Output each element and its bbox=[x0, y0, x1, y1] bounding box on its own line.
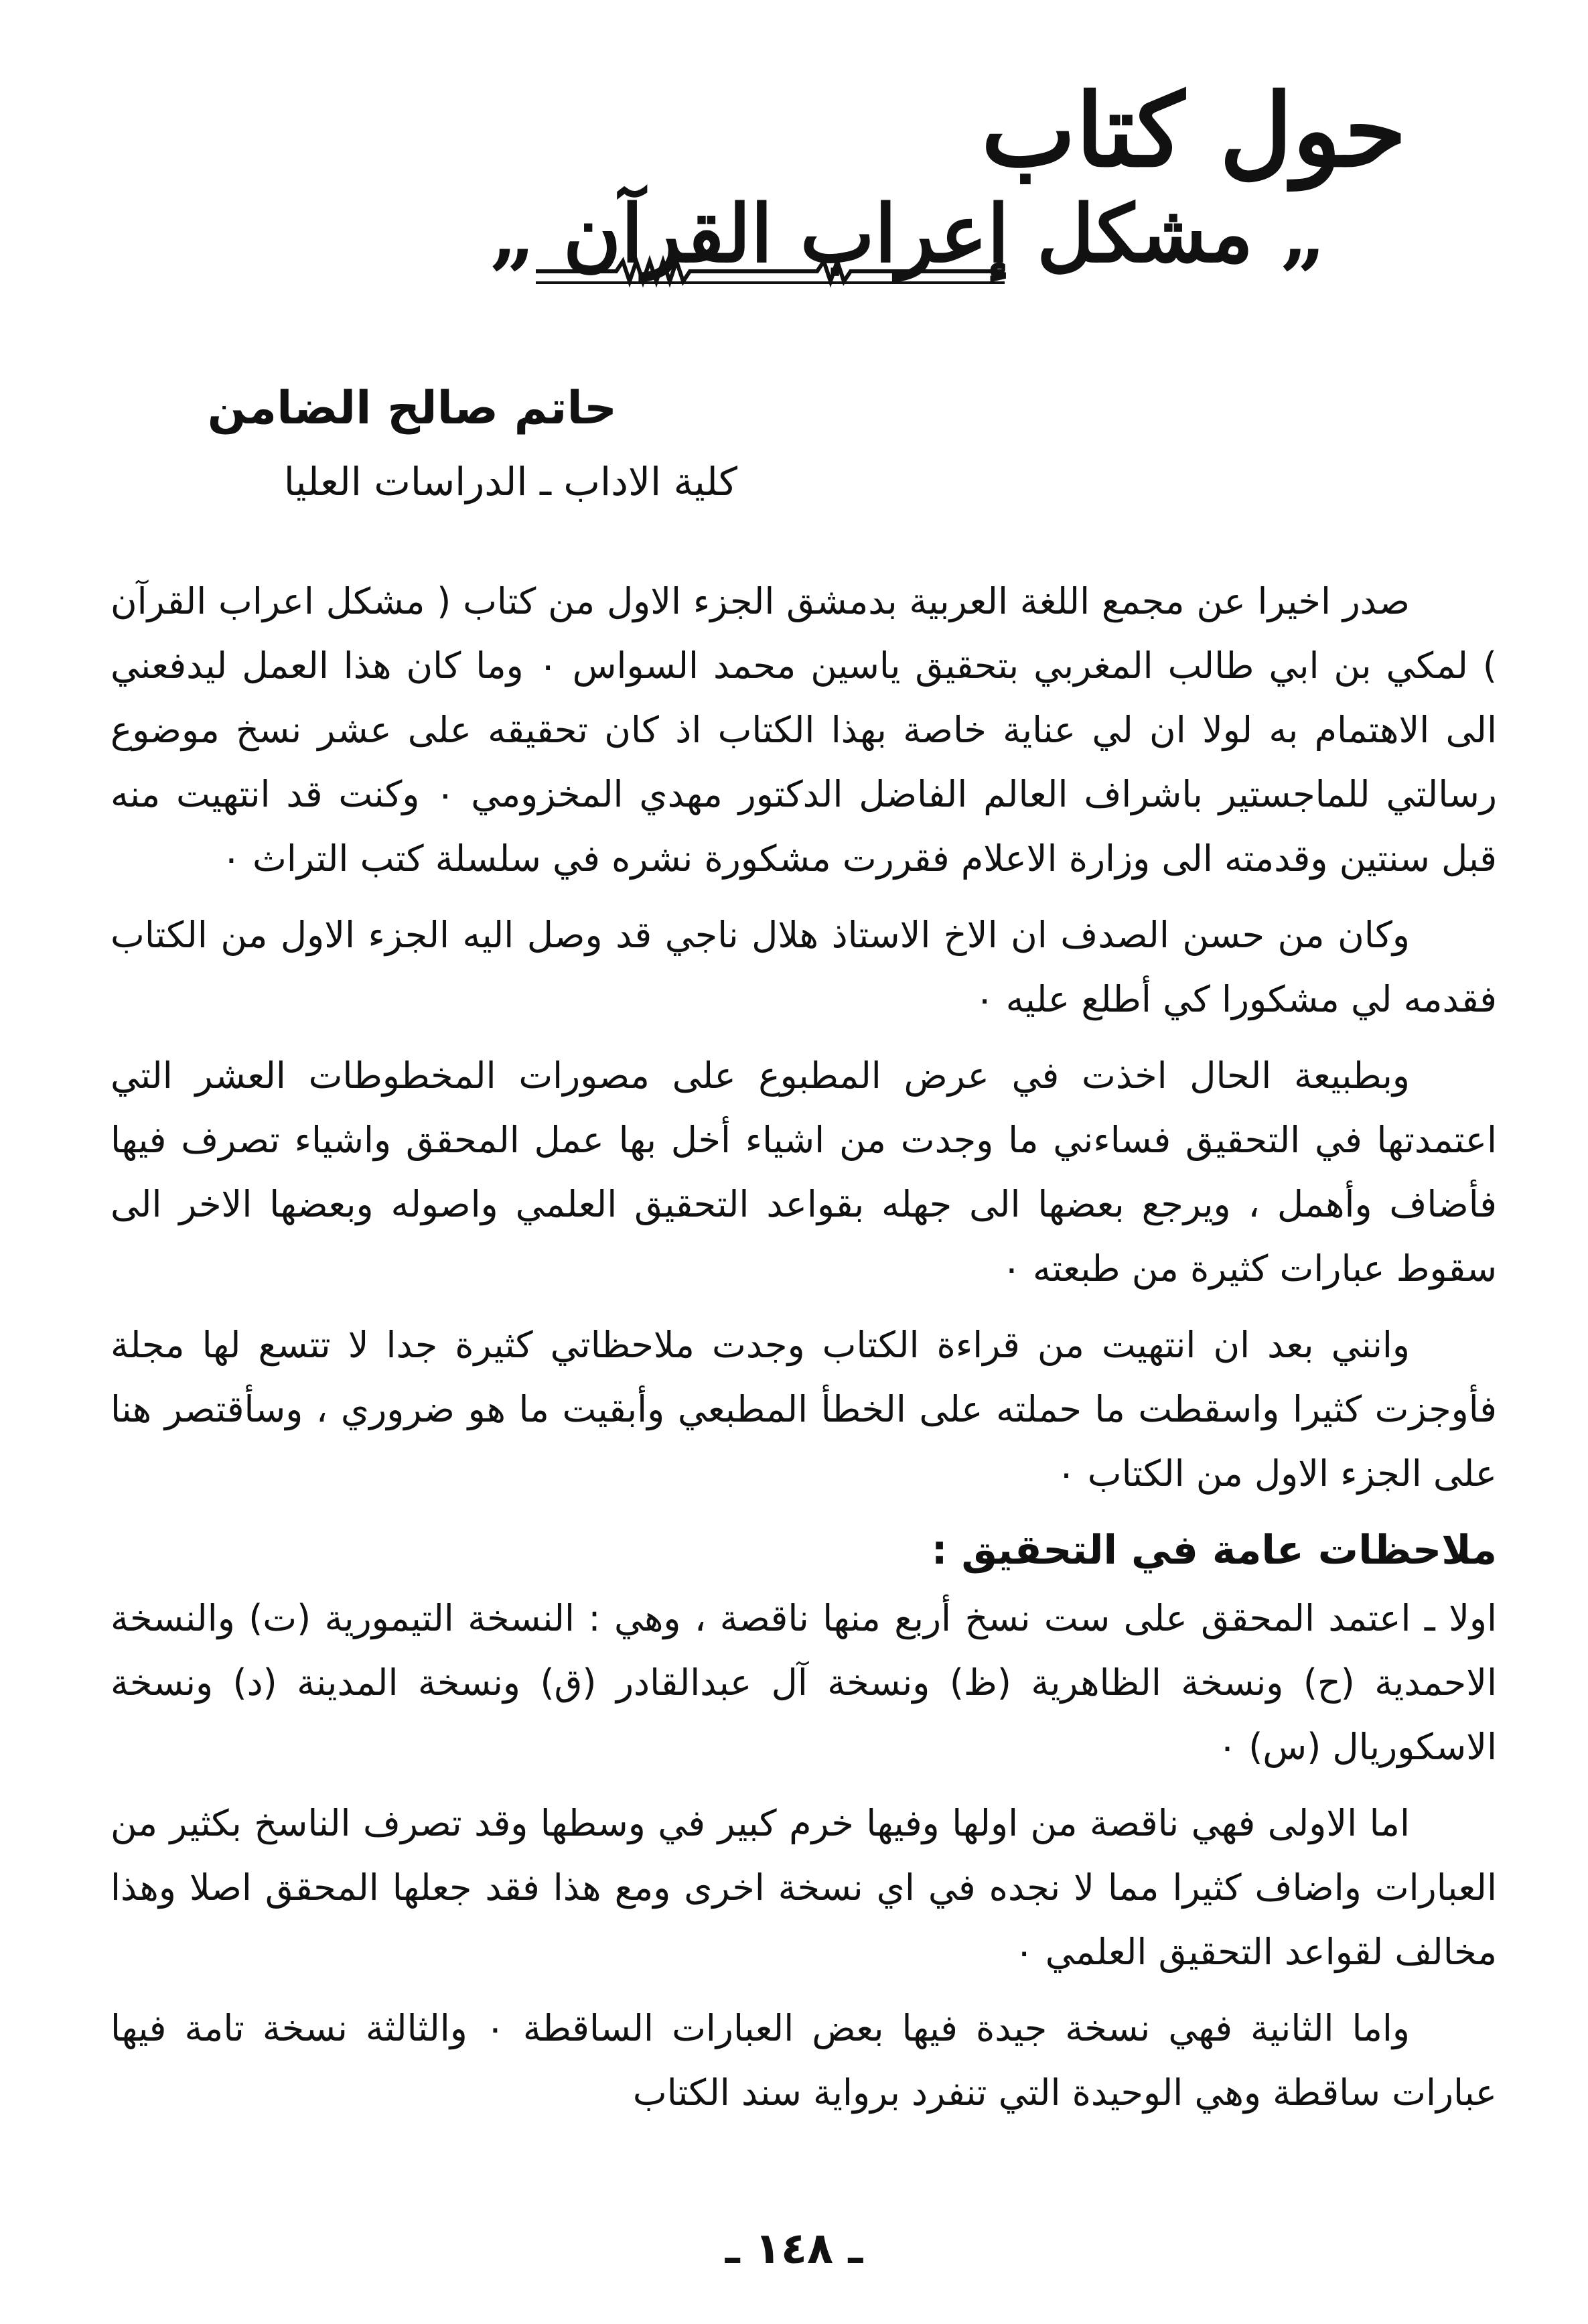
article-body bbox=[111, 569, 1497, 2137]
paragraph-4: وانني بعد ان انتهيت من قراءة الكتاب وجدت ملاحظاتي كثيرة جدا لا تتسع لها مجلة فأوجزت كثيرا واسقطت ما حملته على الخطأ المطبعي وأبقيت ما هو ضروري ، وسأقتصر هنا على الجزء الاول من الكتاب ٠ bbox=[111, 1324, 1497, 1495]
author-name: حاتم صالح الضامن bbox=[207, 382, 617, 435]
section-heading: ملاحظات عامة في التحقيق : bbox=[931, 1527, 1497, 1574]
article-title bbox=[201, 72, 1406, 301]
author-department: كلية الاداب ـ الدراسات العليا bbox=[283, 459, 737, 504]
section-paragraph-1: اولا ـ اعتمد المحقق على ست نسخ أربع منها ناقصة ، وهي : النسخة التيمورية (ت) والنسخة الاحمدية (ح) ونسخة الظاهرية (ظ) ونسخة آل عبدالقادر (ق) ونسخة المدينة (د) ونسخة الاسكوريال (س) ٠ bbox=[111, 1597, 1497, 1768]
title-line-1: حول كتاب bbox=[981, 72, 1406, 190]
paragraph-3: وبطبيعة الحال اخذت في عرض المطبوع على مصورات المخطوطات العشر التي اعتمدتها في التحقيق فساءني ما وجدت من اشياء أخل بها عمل المحقق واشياء تصرف فيها فأضاف وأهمل ، ويرجع بعضها الى جهله بقواعد التحقيق العلمي واصوله وبعضها الاخر الى سقوط عبارات كثيرة من طبعته ٠ bbox=[111, 1054, 1497, 1290]
title-line-2: „ مشكل إعراب القرآن „ bbox=[490, 187, 1326, 280]
paragraph-2: وكان من حسن الصدف ان الاخ الاستاذ هلال ناجي قد وصل اليه الجزء الاول من الكتاب فقدمه لي مشكورا كي أطلع عليه ٠ bbox=[111, 914, 1497, 1020]
section-paragraph-2: اما الاولى فهي ناقصة من اولها وفيها خرم كبير في وسطها وقد تصرف الناسخ بكثير من العبارات واضاف كثيرا مما لا نجده في اي نسخة اخرى ومع هذا فقد جعلها المحقق اصلا وهذا مخالف لقواعد التحقيق العلمي ٠ bbox=[111, 1802, 1497, 1973]
paragraph-1: صدر اخيرا عن مجمع اللغة العربية بدمشق الجزء الاول من كتاب ( مشكل اعراب القرآن ) لمكي بن ابي طالب المغربي بتحقيق ياسين محمد السواس ٠ وما كان هذا العمل ليدفعني الى الاهتمام به لولا ان لي عناية خاصة بهذا الكتاب اذ كان تحقيقه على عشر نسخ موضوع رسالتي للماجستير باشراف العالم الفاضل الدكتور مهدي المخزومي ٠ وكنت قد انتهيت منه قبل سنتين وقدمته الى وزارة الاعلام فقررت مشكورة نشره في سلسلة كتب التراث ٠ bbox=[111, 580, 1497, 880]
page-number: ـ ١٤٨ ـ bbox=[725, 2224, 863, 2274]
section-paragraph-3: واما الثانية فهي نسخة جيدة فيها بعض العبارات الساقطة ٠ والثالثة نسخة تامة فيها عبارات ساقطة وهي الوحيدة التي تنفرد برواية سند الكتاب bbox=[111, 2007, 1497, 2114]
